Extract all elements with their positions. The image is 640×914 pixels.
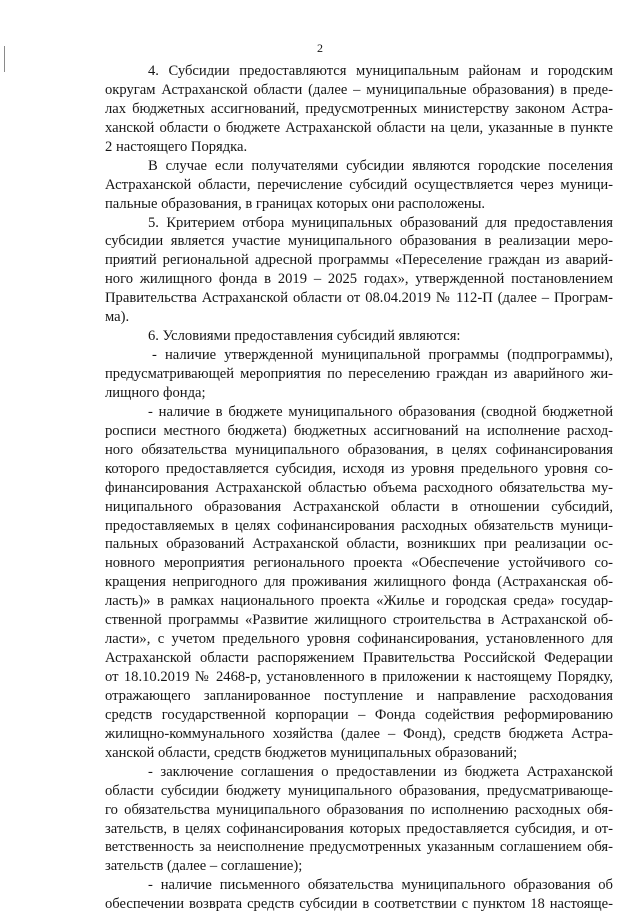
text-line: области субсидии бюджету муниципального образования, предусматривающе-: [105, 782, 613, 799]
text-line: ного обязательства муниципального образования, в целях софинансирования: [105, 441, 613, 458]
text-line: ниципального образования Астраханской области в отношении субсидий,: [105, 498, 613, 515]
text-line: - наличие утвержденной муниципальной программы (подпрограммы),: [152, 347, 613, 364]
text-line: ма).: [105, 309, 130, 326]
text-line: ханской области, средств бюджетов муниципальных образований;: [105, 744, 518, 761]
text-line: зательств, в целях софинансирования которых предоставляется субсидия, и от-: [105, 820, 613, 837]
text-line: - наличие письменного обязательства муниципального образования об: [148, 877, 613, 894]
text-line: зательств (далее – соглашение);: [105, 858, 303, 875]
text-line: обеспечении возврата средств субсидии в соответствии с пунктом 18 настояще-: [105, 896, 613, 913]
text-line: ласть)» в рамках национального проекта «Жилье и городская среда» государ-: [105, 593, 613, 610]
text-line: росписи местного бюджета) бюджетных ассигнований на исполнение расход-: [105, 422, 613, 439]
text-line: ственной программы «Развитие жилищного строительства в Астраханской об-: [105, 612, 613, 629]
text-line: Астраханской области, перечисление субсидий осуществляется через муници-: [105, 176, 613, 193]
text-line: 2 настоящего Порядка.: [105, 138, 248, 155]
text-line: пальные образования, в границах которых они расположены.: [105, 195, 486, 212]
text-line: лах бюджетных ассигнований, предусмотренных министерству законом Астра-: [105, 100, 613, 117]
text-line: финансирования Астраханской областью объема расходного обязательства му-: [105, 479, 613, 496]
text-line: ханской области о бюджете Астраханской области на цели, указанные в пункте: [105, 119, 613, 136]
text-line: предоставляемых в целях софинансирования расходных обязательств муници-: [105, 517, 613, 534]
text-line: приятий региональной адресной программы «Переселение граждан из аварий-: [105, 252, 613, 269]
text-line: лищного фонда;: [105, 384, 206, 401]
text-line: новного мероприятия регионального проекта «Обеспечение устойчивого со-: [105, 555, 613, 572]
text-line: ветственность за неисполнение предусмотренных указанным соглашением обя-: [105, 839, 613, 856]
text-line: - заключение соглашения о предоставлении из бюджета Астраханской: [148, 763, 613, 780]
text-line: кращения непригодного для проживания жилищного фонда (Астраханская об-: [105, 574, 613, 591]
text-line: округам Астраханской области (далее – муниципальные образования) в преде-: [105, 81, 613, 98]
text-line: 4. Субсидии предоставляются муниципальным районам и городским: [148, 63, 613, 79]
text-line: го обязательства муниципального образования по исполнению расходных обя-: [105, 801, 613, 818]
text-line: предусматривающей мероприятия по переселению граждан из аварийного жи-: [105, 366, 613, 382]
text-line: субсидии является участие муниципального образования в реализации меро-: [105, 233, 613, 250]
text-line: пальных образований Астраханской области, возникших при реализации ос-: [105, 536, 613, 553]
text-line: средств государственной корпорации – Фонда содействия реформированию: [105, 706, 613, 723]
text-line: отражающего запланированное поступление и направление расходования: [105, 687, 613, 704]
page-number: 2: [317, 41, 323, 55]
document-body: [105, 62, 613, 914]
text-line: ного жилищного фонда в 2019 – 2025 годах», утвержденной постановлением: [105, 271, 613, 288]
text-line: В случае если получателями субсидии являются городские поселения: [148, 157, 613, 174]
page-edge-mark: [4, 46, 5, 72]
text-line: от 18.10.2019 № 2468-р, установленного в приложении к настоящему Порядку,: [105, 669, 613, 685]
text-line: Астраханской области распоряжением Правительства Российской Федерации: [105, 650, 613, 667]
text-line: которого предоставляется субсидия, исходя из уровня предельного уровня со-: [105, 460, 613, 477]
text-line: 6. Условиями предоставления субсидий являются:: [148, 328, 461, 345]
text-line: - наличие в бюджете муниципального образования (сводной бюджетной: [148, 403, 613, 420]
text-line: 5. Критерием отбора муниципальных образований для предоставления: [148, 214, 613, 231]
text-line: ласти», с учетом предельного уровня софинансирования, установленного для: [105, 631, 613, 648]
text-line: Правительства Астраханской области от 08.04.2019 № 112-П (далее – Програм-: [105, 290, 613, 307]
text-line: жилищно-коммунального хозяйства (далее – Фонд), средств бюджета Астра-: [105, 725, 613, 742]
